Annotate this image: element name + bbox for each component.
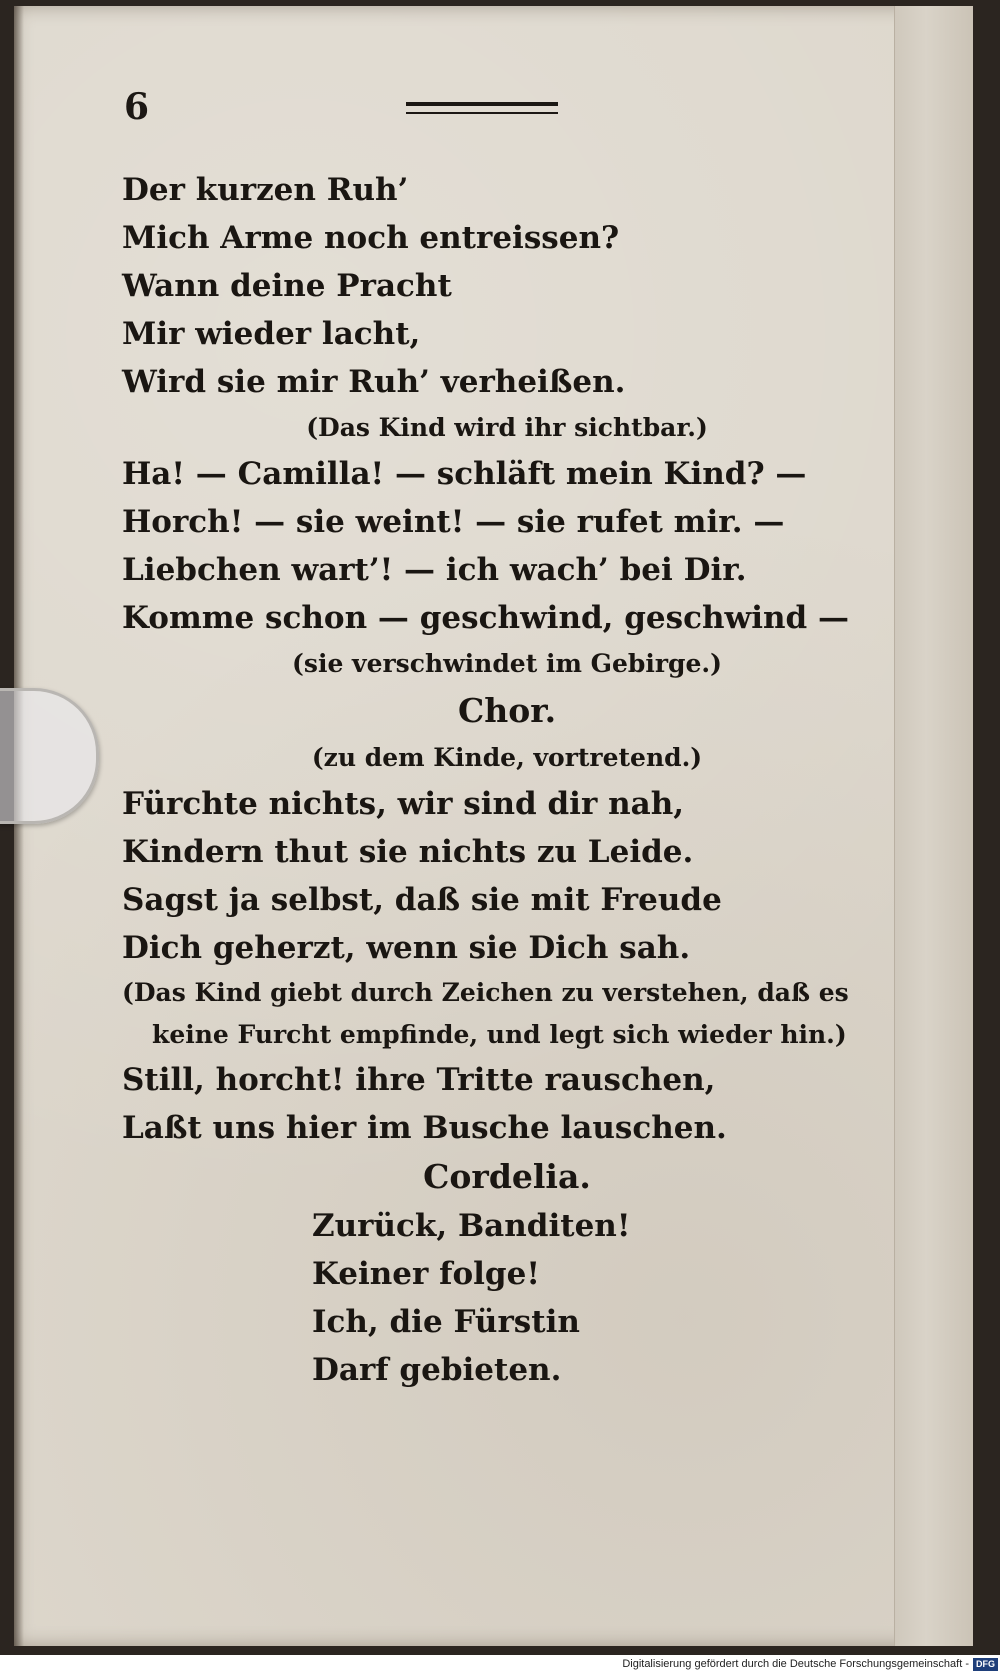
stage-direction: (sie verschwindet im Gebirge.): [292, 649, 722, 678]
verse-line: Wann deine Pracht: [122, 268, 452, 304]
verse-line: Ha! — Camilla! — schläft mein Kind? —: [122, 456, 807, 492]
verse-line: Mir wieder lacht,: [122, 316, 421, 352]
verse-line: Kindern thut sie nichts zu Leide.: [122, 834, 694, 870]
verse-line: Horch! — sie weint! — sie rufet mir. —: [122, 504, 785, 540]
header-rule-thin: [406, 112, 558, 114]
page-number: 6: [124, 86, 150, 128]
speaker-name: Chor.: [457, 691, 557, 730]
verse-line: Fürchte nichts, wir sind dir nah,: [122, 786, 685, 822]
page-text: [122, 166, 892, 1394]
verse-line: Zurück, Banditen!: [312, 1208, 631, 1244]
speaker-name: Cordelia.: [423, 1157, 591, 1196]
stage-direction-block: (Das Kind giebt durch Zeichen zu verstehen, daß es keine Furcht empfinde, und legt sich wieder hin.): [122, 978, 849, 1049]
verse-line: Darf gebieten.: [312, 1352, 562, 1388]
verse-line: Keiner folge!: [312, 1256, 540, 1292]
verse-line: Laßt uns hier im Busche lauschen.: [122, 1110, 727, 1146]
stage-direction: (zu dem Kinde, vortretend.): [311, 743, 703, 772]
credit-text: Digitalisierung gefördert durch die Deutsche Forschungsgemeinschaft -: [622, 1658, 969, 1670]
verse-line: Dich geherzt, wenn sie Dich sah.: [122, 930, 691, 966]
verse-line: Mich Arme noch entreissen?: [122, 220, 620, 256]
verse-line: Der kurzen Ruh’: [122, 172, 409, 208]
book-page: [14, 6, 972, 1646]
dfg-logo-icon: DFG: [973, 1658, 998, 1671]
stage-direction: (Das Kind wird ihr sichtbar.): [306, 413, 708, 442]
verse-line: Liebchen wart’! — ich wach’ bei Dir.: [122, 552, 747, 588]
verse-line: Wird sie mir Ruh’ verheißen.: [122, 364, 626, 400]
verse-line: Sagst ja selbst, daß sie mit Freude: [122, 882, 722, 918]
header-rule: [406, 102, 558, 106]
verse-line: Ich, die Fürstin: [312, 1304, 580, 1340]
verse-line: Still, horcht! ihre Tritte rauschen,: [122, 1062, 716, 1098]
binding-shadow: [14, 6, 24, 1646]
digitization-credit: [0, 1655, 1000, 1673]
verse-line: Komme schon — geschwind, geschwind —: [122, 600, 849, 636]
next-page-edge: [894, 6, 973, 1646]
